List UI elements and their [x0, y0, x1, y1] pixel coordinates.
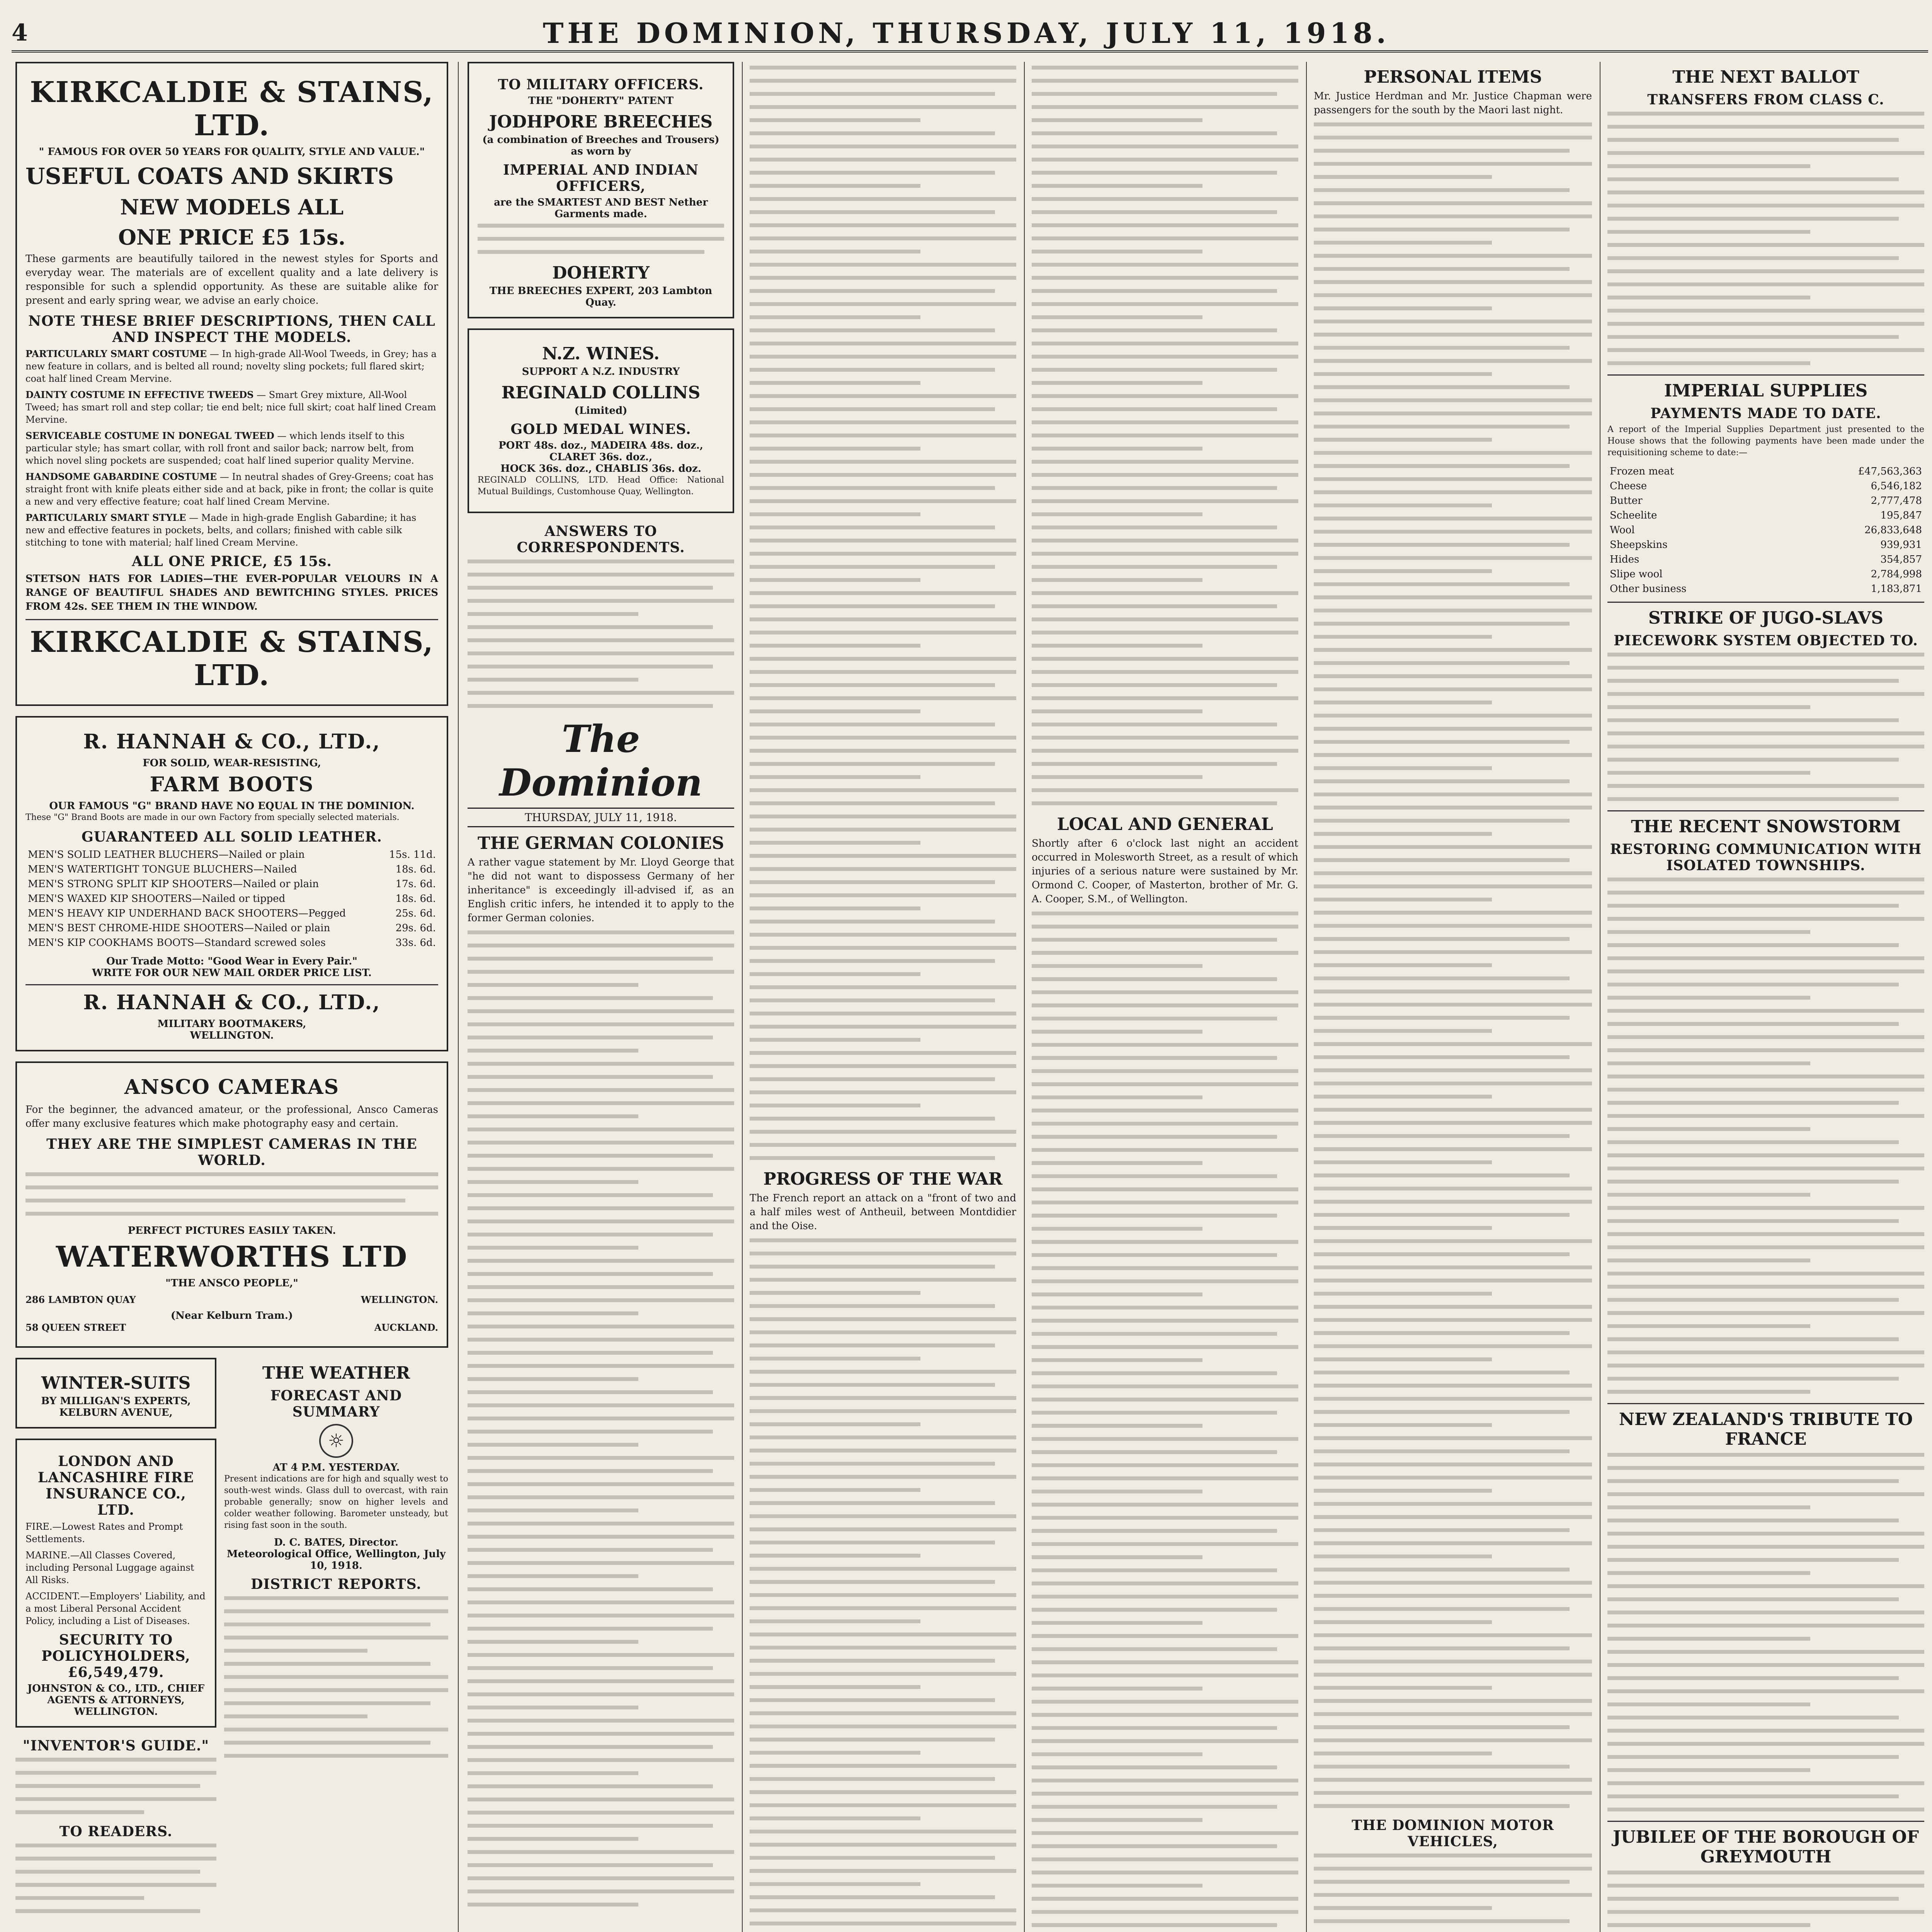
- hannah-text: These "G" Brand Boots are made in our own Factory from specially selected materials.: [26, 813, 400, 822]
- table-row: Wool 26,833,648: [1610, 524, 1922, 536]
- advert-title-repeat: KIRKCALDIE & STAINS, LTD.: [30, 626, 434, 692]
- snowstorm-heading: THE RECENT SNOWSTORM: [1631, 817, 1901, 837]
- hannah-brand: OUR FAMOUS "G" BRAND HAVE NO EQUAL IN THE DOMINION.: [49, 800, 415, 812]
- waterworths-subtitle: "THE ANSCO PEOPLE,": [165, 1277, 298, 1289]
- weather-office: Meteorological Office, Wellington, July 10, 1918.: [226, 1548, 446, 1571]
- list-item: PARTICULARLY SMART COSTUME — In high-grade All-Wool Tweeds, in Grey; has a new feature in collars, and is belted all round; novelty sling pockets; full flared skirt; coat half lined Cream Mervine.: [26, 348, 437, 384]
- jugo-slavs-sub: PIECEWORK SYSTEM OBJECTED TO.: [1614, 633, 1918, 649]
- table-row: Cheese 6,546,182: [1610, 480, 1922, 492]
- personal-items-heading: PERSONAL ITEMS: [1364, 67, 1542, 87]
- weather-panel: [224, 1358, 448, 1922]
- local-general-heading: LOCAL AND GENERAL: [1057, 815, 1273, 834]
- column-2: [468, 62, 734, 1932]
- hannah-town: WELLINGTON.: [190, 1030, 274, 1041]
- table-row: Butter 2,777,478: [1610, 495, 1922, 507]
- list-item: DAINTY COSTUME IN EFFECTIVE TWEEDS — Smart Grey mixture, All-Wool Tweed; has smart roll and step collar; tie end belt; nice full skirt; coat half lined Cream Mervine.: [26, 389, 436, 425]
- tribute-heading: NEW ZEALAND'S TRIBUTE TO FRANCE: [1619, 1410, 1913, 1449]
- ansco-heading: THEY ARE THE SIMPLEST CAMERAS IN THE WORLD.: [46, 1136, 417, 1168]
- ansco-title: ANSCO CAMERAS: [124, 1075, 340, 1099]
- advert-title: KIRKCALDIE & STAINS, LTD.: [30, 76, 434, 142]
- war-progress-heading: PROGRESS OF THE WAR: [763, 1169, 1003, 1189]
- imperial-supplies-intro: A report of the Imperial Supplies Department just presented to the House shows that the following payments have been made under the requisitioning scheme to date:—: [1607, 425, 1924, 457]
- next-ballot-heading: THE NEXT BALLOT: [1672, 67, 1859, 87]
- dateline: THURSDAY, JULY 11, 1918.: [468, 808, 734, 827]
- address-row: 58 QUEEN STREET AUCKLAND.: [26, 1322, 438, 1333]
- address-note: (Near Kelburn Tram.): [170, 1310, 293, 1321]
- table-row: MEN'S WATERTIGHT TONGUE BLUCHERS—Nailed 18s. 6d.: [28, 864, 436, 875]
- table-row: MEN'S BEST CHROME-HIDE SHOOTERS—Nailed or plain 29s. 6d.: [28, 922, 436, 934]
- greymouth-heading: JUBILEE OF THE BOROUGH OF GREYMOUTH: [1613, 1827, 1919, 1867]
- advertisement-column: [15, 62, 448, 1932]
- answers-heading: ANSWERS TO CORRESPONDENTS.: [517, 523, 685, 556]
- readers-heading: TO READERS.: [59, 1823, 173, 1840]
- dominion-nameplate: The Dominion: [499, 717, 702, 804]
- advert-tagline: " FAMOUS FOR OVER 50 YEARS FOR QUALITY, STYLE AND VALUE.": [39, 146, 425, 158]
- insurance-advert: LONDON AND LANCASHIRE FIRE INSURANCE CO., LTD. FIRE.—Lowest Rates and Prompt Settlements. MARINE.—All Classes Covered, including Personal Luggage against All Risks. ACCIDENT.—Employers' Liability, and a most Liberal Personal Accident Policy, including a List of Diseases. SECURITY TO POLICYHOLDERS, £6,549,479. JOHNSTON & CO., LTD., CHIEF AGENTS & ATTORNEYS, WELLINGTON.: [15, 1439, 216, 1728]
- catalogue-note: WRITE FOR OUR NEW MAIL ORDER PRICE LIST.: [92, 967, 372, 979]
- boot-price-table: [26, 847, 438, 950]
- list-item: HANDSOME GABARDINE COSTUME — In neutral shades of Grey-Greens; coat has straight front with knife pleats either side and at back, pike in front; the collar is quite a new and very effective feature; coat half lined Cream Mervine.: [26, 471, 434, 507]
- model-list: [26, 348, 438, 549]
- table-row: Frozen meat £47,563,363: [1610, 466, 1922, 477]
- address-row: 286 LAMBTON QUAY WELLINGTON.: [26, 1294, 438, 1305]
- column-4: [1032, 62, 1298, 1932]
- coats-intro: These garments are beautifully tailored in the newest styles for Sports and everyday wear. The materials are of excellent quality and a late delivery is responsible for such a splendid opportunity. As these are suitable alike for present and early spring wear, we advise an early choice.: [26, 253, 438, 306]
- table-row: MEN'S SOLID LEATHER BLUCHERS—Nailed or plain 15s. 11d.: [28, 849, 436, 861]
- guaranteed: GUARANTEED ALL SOLID LEATHER.: [82, 829, 382, 845]
- table-row: Other business 1,183,871: [1610, 583, 1922, 595]
- ansco-advert: [15, 1061, 448, 1348]
- farm-boots-heading: FARM BOOTS: [150, 773, 314, 796]
- column-3: [750, 62, 1016, 1932]
- weather-director: D. C. BATES, Director.: [274, 1537, 399, 1548]
- weather-heading: THE WEATHER: [262, 1363, 410, 1383]
- column-6: [1607, 62, 1924, 1932]
- jugo-slavs-heading: STRIKE OF JUGO-SLAVS: [1648, 608, 1884, 628]
- weather-time: AT 4 P.M. YESTERDAY.: [272, 1462, 400, 1473]
- column-5: [1314, 62, 1592, 1932]
- table-row: Hides 354,857: [1610, 554, 1922, 565]
- kirkcaldie-advert: [15, 62, 448, 706]
- inspect-note: NOTE THESE BRIEF DESCRIPTIONS, THEN CALL AND INSPECT THE MODELS.: [28, 313, 435, 345]
- german-colonies-heading: THE GERMAN COLONIES: [478, 833, 724, 853]
- coats-price: ONE PRICE £5 15s.: [118, 225, 346, 250]
- supplies-table: [1607, 464, 1924, 596]
- all-one-price: ALL ONE PRICE, £5 15s.: [132, 553, 332, 570]
- local-general-lede: Shortly after 6 o'clock last night an accident occurred in Molesworth Street, as a result of which injuries of a serious nature were sustained by Mr. Ormond C. Cooper, of Masterton, brother of Mr. G. A. Cooper, S.M., of Wellington.: [1032, 838, 1298, 905]
- wines-advert: N.Z. WINES. SUPPORT A N.Z. INDUSTRY REGINALD COLLINS (Limited) GOLD MEDAL WINES. PORT 48s. doz., MADEIRA 48s. doz., CLARET 36s. doz., HOCK 36s. doz., CHABLIS 36s. doz. REGINALD COLLINS, LTD. Head Office: National Mutual Buildings, Customhouse Quay, Wellington.: [468, 328, 734, 513]
- page-title: THE DOMINION, THURSDAY, JULY 11, 1918.: [543, 16, 1390, 49]
- weather-sun-icon: ☼: [319, 1424, 353, 1458]
- table-row: MEN'S KIP COOKHAMS BOOTS—Standard screwed soles 33s. 6d.: [28, 937, 436, 949]
- hannah-subtitle: FOR SOLID, WEAR-RESISTING,: [143, 757, 321, 769]
- snowstorm-sub: RESTORING COMMUNICATION WITH ISOLATED TOWNSHIPS.: [1610, 841, 1922, 874]
- stetson-text: STETSON HATS FOR LADIES—THE EVER-POPULAR VELOURS IN A RANGE OF BEAUTIFUL SHADES AND BEWITCHING STYLES. PRICES FROM 42s. SEE THEM IN THE WINDOW.: [26, 573, 438, 612]
- trade-motto: Our Trade Motto: "Good Wear in Every Pair.": [106, 956, 357, 967]
- coats-heading: USEFUL COATS AND SKIRTS: [26, 163, 394, 189]
- table-row: Scheelite 195,847: [1610, 510, 1922, 521]
- table-row: MEN'S WAXED KIP SHOOTERS—Nailed or tipped 18s. 6d.: [28, 893, 436, 905]
- page-number: 4: [12, 19, 28, 46]
- personal-items-lede: Mr. Justice Herdman and Mr. Justice Chapman were passengers for the south by the Maori last night.: [1314, 90, 1592, 116]
- list-item: PARTICULARLY SMART STYLE — Made in high-grade English Gabardine; it has new and effective features in pockets, belts, and collars; finished with cable silk stitching to tone with material; half lined Cream Mervine.: [26, 512, 417, 548]
- ansco-text: For the beginner, the advanced amateur, or the professional, Ansco Cameras offer many exclusive features which make photography easy and certain.: [26, 1104, 438, 1129]
- coats-subheading: NEW MODELS ALL: [120, 195, 344, 219]
- hannah-subtitle-2: MILITARY BOOTMAKERS,: [157, 1018, 306, 1030]
- table-row: Slipe wool 2,784,998: [1610, 568, 1922, 580]
- list-item: SERVICEABLE COSTUME IN DONEGAL TWEED — which lends itself to this particular style; has smart collar, with roll front and sailor back; narrow belt, from which novel sling pockets are suspended; coat half lined superior quality Mervine.: [26, 430, 414, 466]
- weather-subheading: FORECAST AND SUMMARY: [270, 1388, 402, 1420]
- war-progress-lede: The French report an attack on a "front of two and a half miles west of Antheuil, between Montdidier and the Oise.: [750, 1192, 1016, 1232]
- hannah-title: R. HANNAH & CO., LTD.,: [83, 730, 381, 753]
- table-row: MEN'S HEAVY KIP UNDERHAND BACK SHOOTERS—Pegged 25s. 6d.: [28, 908, 436, 919]
- german-colonies-lede: A rather vague statement by Mr. Lloyd George that "he did not want to dispossess Germany of her inheritance" is exceedingly ill-advised if, as an English critic infers, he intended it to apply to the former German colonies.: [468, 857, 734, 924]
- next-ballot-sub: TRANSFERS FROM CLASS C.: [1647, 92, 1884, 108]
- inventors-guide: "INVENTOR'S GUIDE.": [22, 1738, 209, 1754]
- weather-forecast: Present indications are for high and squally west to south-west winds. Glass dull to overcast, with rain probable generally; snow on higher levels and colder weather following. Barometer unsteady, but rising fast soon in the south.: [224, 1474, 448, 1530]
- imperial-supplies-heading: IMPERIAL SUPPLIES: [1664, 381, 1868, 401]
- winter-suits-advert: WINTER-SUITS BY MILLIGAN'S EXPERTS, KELBURN AVENUE,: [15, 1358, 216, 1429]
- table-row: MEN'S STRONG SPLIT KIP SHOOTERS—Nailed or plain 17s. 6d.: [28, 878, 436, 890]
- ansco-tagline: PERFECT PICTURES EASILY TAKEN.: [128, 1225, 336, 1236]
- hannah-title-repeat: R. HANNAH & CO., LTD.,: [83, 991, 381, 1014]
- hannah-advert: [15, 716, 448, 1051]
- motor-vehicles-heading: THE DOMINION MOTOR VEHICLES,: [1352, 1817, 1554, 1850]
- table-row: Sheepskins 939,931: [1610, 539, 1922, 551]
- breeches-advert: TO MILITARY OFFICERS. THE "DOHERTY" PATENT JODHPORE BREECHES (a combination of Breeches and Trousers) as worn by IMPERIAL AND INDIAN OFFICERS, are the SMARTEST AND BEST Nether Garments made. DOHERTY THE BREECHES EXPERT, 203 Lambton Quay.: [468, 62, 734, 318]
- waterworths-title: WATERWORTHS LTD: [56, 1240, 408, 1274]
- imperial-supplies-sub: PAYMENTS MADE TO DATE.: [1650, 405, 1881, 422]
- lower-ads: [15, 1358, 448, 1922]
- page-header: [12, 15, 1928, 53]
- district-reports: DISTRICT REPORTS.: [251, 1576, 422, 1592]
